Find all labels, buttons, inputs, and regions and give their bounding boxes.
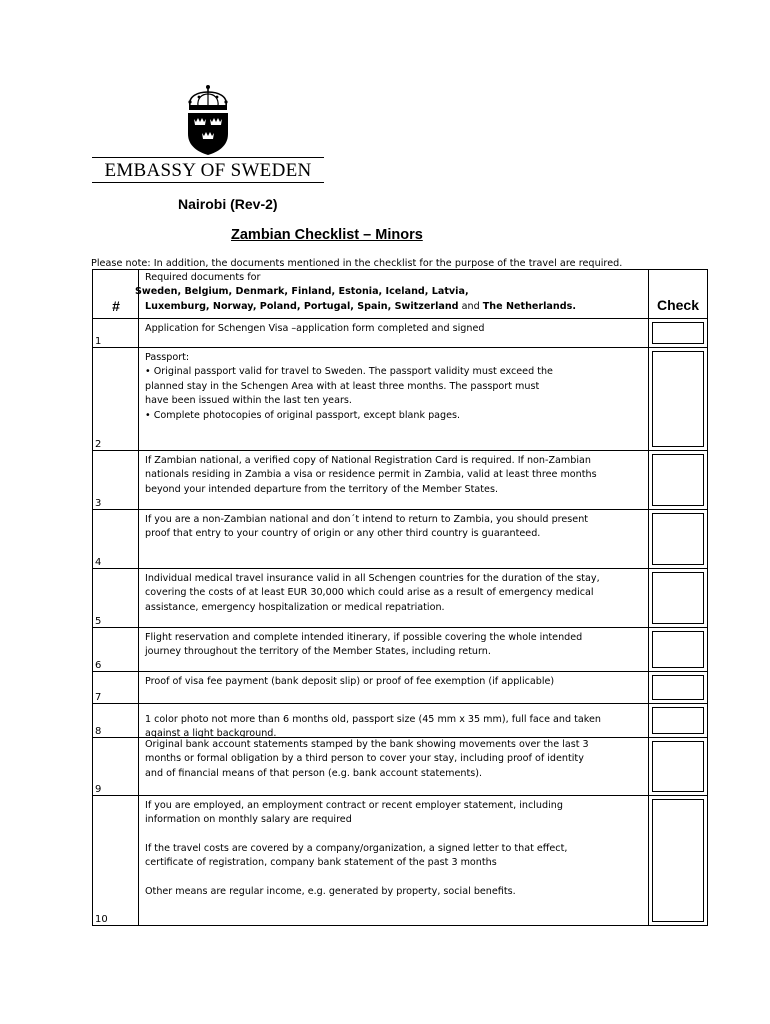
row-number: 9 bbox=[95, 784, 102, 795]
row-number: 3 bbox=[95, 498, 102, 509]
row-number-cell bbox=[93, 510, 139, 568]
requirement-text-line: Application for Schengen Visa –application form completed and signed bbox=[145, 323, 485, 334]
row-number-cell bbox=[93, 628, 139, 671]
header-countries-line-1 bbox=[135, 285, 642, 299]
requirement-text-line: beyond your intended departure from the territory of the Member States. bbox=[145, 483, 499, 495]
document-subtitle: Nairobi (Rev-2) bbox=[178, 196, 278, 212]
requirement-text-line: certificate of registration, company bank statement of the past 3 months bbox=[145, 857, 497, 869]
table-row bbox=[93, 671, 707, 703]
requirement-text-line: nationals residing in Zambia a visa or residence permit in Zambia, valid at least three months bbox=[145, 469, 597, 481]
check-box[interactable] bbox=[652, 707, 704, 734]
row-description-cell bbox=[139, 348, 649, 450]
header-countries-line-1-text: Sweden, Belgium, Denmark, Finland, Estonia, Iceland, Latvia, bbox=[135, 286, 469, 298]
table-row bbox=[93, 627, 707, 671]
row-number-cell bbox=[93, 569, 139, 627]
check-cell bbox=[649, 451, 707, 509]
row-number-cell bbox=[93, 319, 139, 347]
check-box[interactable] bbox=[652, 572, 704, 624]
header-and-text: and bbox=[461, 300, 480, 312]
check-header-cell bbox=[649, 270, 707, 318]
header-countries-line-2-text: Luxemburg, Norway, Poland, Portugal, Spain, Switzerland bbox=[145, 300, 459, 312]
requirement-text-line: If Zambian national, a verified copy of National Registration Card is required. If non-Zambian bbox=[145, 455, 591, 466]
requirement-text-line: covering the costs of at least EUR 30,000 which could arise as a result of emergency medical bbox=[145, 587, 594, 599]
embassy-name: EMBASSY OF SWEDEN bbox=[104, 160, 312, 181]
check-cell bbox=[649, 569, 707, 627]
requirement-text-line: have been issued within the last ten years. bbox=[145, 395, 352, 407]
requirement-text-line: If the travel costs are covered by a company/organization, a signed letter to that effect, bbox=[145, 842, 568, 854]
row-number: 8 bbox=[95, 726, 102, 737]
requirement-text-line: • Complete photocopies of original passport, except blank pages. bbox=[145, 409, 461, 421]
description-header-cell bbox=[135, 270, 649, 318]
requirement-text-line: 1 color photo not more than 6 months old, passport size (45 mm x 35 mm), full face and taken bbox=[145, 714, 601, 725]
table-header-row bbox=[93, 270, 707, 318]
table-row bbox=[93, 318, 707, 347]
row-number-cell bbox=[93, 796, 139, 925]
requirement-text-line: and of financial means of that person (e.g. bank account statements). bbox=[145, 767, 483, 779]
requirement-text-line: Original bank account statements stamped by the bank showing movements over the last 3 bbox=[145, 739, 589, 750]
document-title: Zambian Checklist – Minors bbox=[231, 227, 423, 243]
check-box[interactable] bbox=[652, 799, 704, 922]
row-number: 7 bbox=[95, 692, 102, 703]
row-number-cell bbox=[93, 348, 139, 450]
check-cell bbox=[649, 348, 707, 450]
row-number: 6 bbox=[95, 660, 102, 671]
letterhead-rule-bottom bbox=[92, 182, 324, 183]
check-cell bbox=[649, 510, 707, 568]
table-row bbox=[93, 347, 707, 450]
check-box[interactable] bbox=[652, 351, 704, 447]
row-number-cell bbox=[93, 738, 139, 795]
note-text: Please note: In addition, the documents mentioned in the checklist for the purpose of the travel are required. bbox=[91, 258, 623, 269]
table-row bbox=[93, 509, 707, 568]
requirement-text-line: Individual medical travel insurance valid in all Schengen countries for the duration of the stay, bbox=[145, 573, 600, 584]
row-description-cell bbox=[139, 704, 649, 740]
check-cell bbox=[649, 672, 707, 703]
requirement-text-line: proof that entry to your country of origin or any other third country is guaranteed. bbox=[145, 528, 541, 540]
row-number-cell bbox=[93, 672, 139, 703]
check-box[interactable] bbox=[652, 675, 704, 700]
check-box[interactable] bbox=[652, 741, 704, 792]
checklist-table bbox=[92, 269, 708, 926]
row-description-cell bbox=[139, 796, 649, 925]
table-row bbox=[93, 795, 707, 925]
table-row bbox=[93, 568, 707, 627]
check-box[interactable] bbox=[652, 631, 704, 668]
row-description-cell bbox=[139, 451, 649, 509]
check-cell bbox=[649, 704, 707, 737]
row-description-cell bbox=[139, 569, 649, 627]
requirement-text-line: Passport: bbox=[145, 352, 190, 363]
row-number: 10 bbox=[95, 914, 108, 925]
row-number: 2 bbox=[95, 439, 102, 450]
check-box[interactable] bbox=[652, 454, 704, 506]
check-cell bbox=[649, 796, 707, 925]
requirement-text-line: Proof of visa fee payment (bank deposit slip) or proof of fee exemption (if applicable) bbox=[145, 676, 555, 687]
header-countries-line-2 bbox=[145, 300, 642, 314]
row-description-cell bbox=[139, 628, 649, 671]
requirement-text-line: Other means are regular income, e.g. generated by property, social benefits. bbox=[145, 885, 516, 897]
check-box[interactable] bbox=[652, 513, 704, 565]
requirement-text-line: against a light background. bbox=[145, 728, 277, 740]
requirement-text-line: months or formal obligation by a third person to cover your stay, including proof of identity bbox=[145, 753, 584, 765]
requirement-text-line: If you are a non-Zambian national and don´t intend to return to Zambia, you should present bbox=[145, 514, 589, 525]
row-description-cell bbox=[139, 672, 649, 703]
requirement-text-line: information on monthly salary are required bbox=[145, 814, 352, 826]
check-header: Check bbox=[656, 297, 700, 313]
check-cell bbox=[649, 628, 707, 671]
row-description-cell bbox=[139, 738, 649, 795]
row-description-cell bbox=[139, 319, 649, 347]
row-number-cell bbox=[93, 704, 139, 737]
row-description-cell bbox=[139, 510, 649, 568]
table-row bbox=[93, 737, 707, 795]
swedish-crest-icon bbox=[182, 84, 234, 156]
embassy-letterhead bbox=[90, 84, 326, 184]
check-cell bbox=[649, 319, 707, 347]
check-cell bbox=[649, 738, 707, 795]
row-number: 5 bbox=[95, 616, 102, 627]
row-number-cell bbox=[93, 451, 139, 509]
number-header-cell bbox=[93, 270, 139, 318]
header-required-docs: Required documents for bbox=[145, 272, 261, 283]
requirement-text-line: Flight reservation and complete intended itinerary, if possible covering the whole intended bbox=[145, 632, 583, 643]
header-netherlands-text: The Netherlands. bbox=[482, 300, 576, 312]
requirement-text-line: planned stay in the Schengen Area with at least three months. The passport must bbox=[145, 380, 540, 392]
letterhead-rule-top bbox=[92, 157, 324, 158]
row-number: 4 bbox=[95, 557, 102, 568]
requirement-text-line: • Original passport valid for travel to Sweden. The passport validity must exceed the bbox=[145, 366, 553, 378]
check-box[interactable] bbox=[652, 322, 704, 344]
table-row bbox=[93, 703, 707, 740]
row-number: 1 bbox=[95, 336, 102, 347]
table-row bbox=[93, 450, 707, 509]
requirement-text-line: If you are employed, an employment contract or recent employer statement, including bbox=[145, 800, 563, 811]
number-header: # bbox=[112, 298, 120, 314]
requirement-text-line: assistance, emergency hospitalization or medical repatriation. bbox=[145, 601, 445, 613]
requirement-text-line: journey throughout the territory of the Member States, including return. bbox=[145, 646, 491, 658]
